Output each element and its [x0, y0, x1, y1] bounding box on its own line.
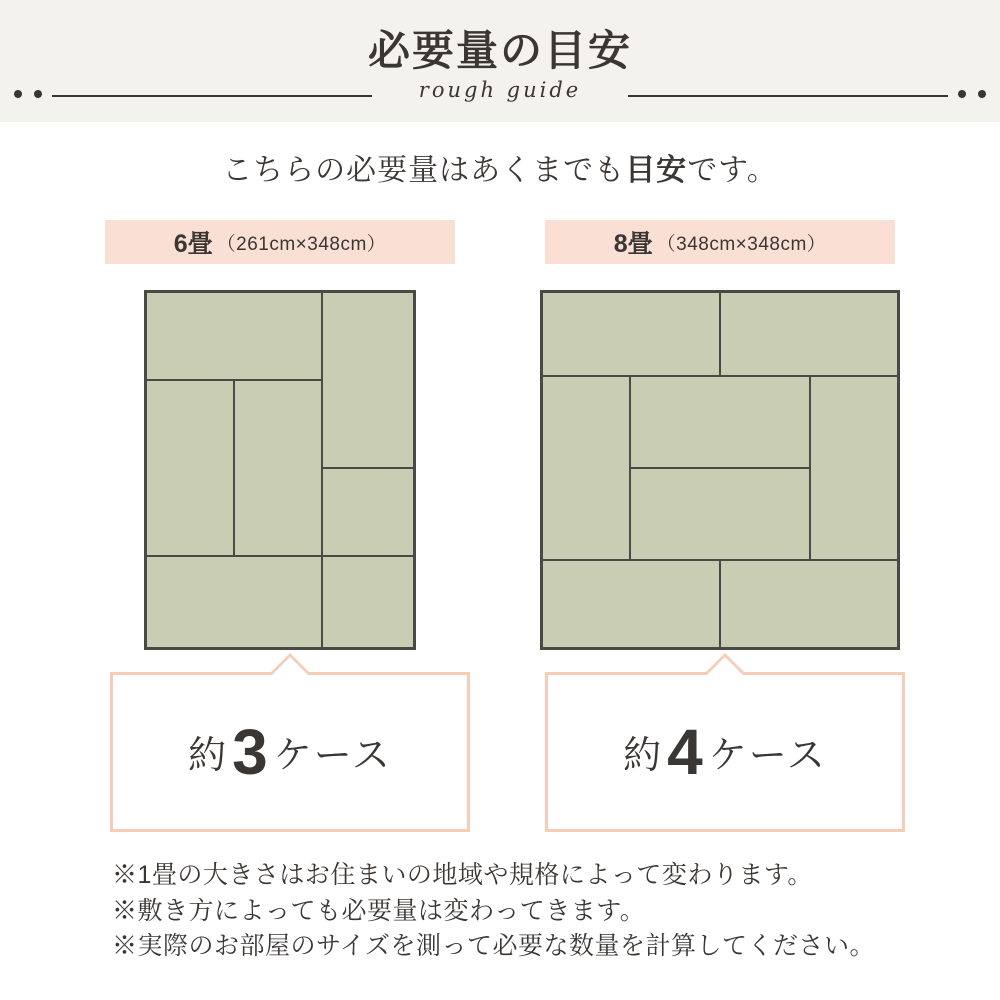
size-label-dimensions: （348cm×348cm） [656, 233, 827, 255]
callout-suffix: ケース [273, 735, 392, 777]
tatami-mat [810, 376, 898, 560]
callout-text [623, 716, 827, 788]
header-subtitle-row [0, 78, 1000, 118]
page-title: 必要量の目安 [367, 27, 632, 74]
lead-emphasis: 目安 [625, 154, 688, 187]
tatami-mat [146, 292, 322, 380]
decor-rule-right [628, 95, 948, 97]
tatami-diagram-8jo [540, 290, 900, 650]
size-label-8jo [545, 220, 895, 264]
decor-dot [978, 90, 986, 98]
tatami-mat [542, 292, 720, 376]
lead-suffix: です。 [687, 154, 778, 187]
callout-prefix: 約 [623, 735, 664, 777]
tatami-mat [322, 292, 414, 468]
tatami-mat [234, 380, 322, 556]
tatami-mat [720, 560, 898, 648]
notes-list [112, 858, 932, 965]
callout-text [188, 716, 392, 788]
callout-notch-inner [268, 657, 312, 679]
tatami-mat [542, 560, 720, 648]
size-label-dimensions: （261cm×348cm） [216, 233, 387, 255]
column-8jo [510, 220, 930, 650]
lead-prefix: こちらの必要量はあくまでも [222, 154, 626, 187]
note-item: ※敷き方によっても必要量は変わってきます。 [112, 896, 646, 925]
callout-suffix: ケース [708, 735, 827, 777]
tatami-diagram-6jo [144, 290, 416, 650]
page-subtitle: rough guide [418, 78, 582, 102]
tatami-mat [322, 468, 414, 556]
tatami-mat [322, 556, 414, 648]
lead-text [0, 145, 1000, 189]
tatami-mat [146, 556, 322, 648]
decor-dot [958, 90, 966, 98]
tatami-mat [630, 376, 810, 468]
column-6jo [70, 220, 490, 650]
callout-prefix: 約 [188, 735, 229, 777]
callout-number: 3 [232, 716, 270, 788]
size-label-value: 8畳 [613, 230, 653, 258]
callout-8jo-quantity [545, 672, 905, 832]
callout-notch-inner [703, 657, 747, 679]
tatami-mat [146, 380, 234, 556]
callout-6jo-quantity [110, 672, 470, 832]
size-label-value: 6畳 [173, 230, 213, 258]
callout-number: 4 [667, 716, 705, 788]
size-label-6jo [105, 220, 455, 264]
tatami-mat [720, 292, 898, 376]
note-item: ※1畳の大きさはお住まいの地域や規格によって変わります。 [112, 861, 813, 889]
note-item: ※実際のお部屋のサイズを測って必要な数量を計算してください。 [112, 932, 876, 960]
tatami-mat [542, 376, 630, 560]
tatami-mat [630, 468, 810, 560]
header-band [0, 0, 1000, 122]
